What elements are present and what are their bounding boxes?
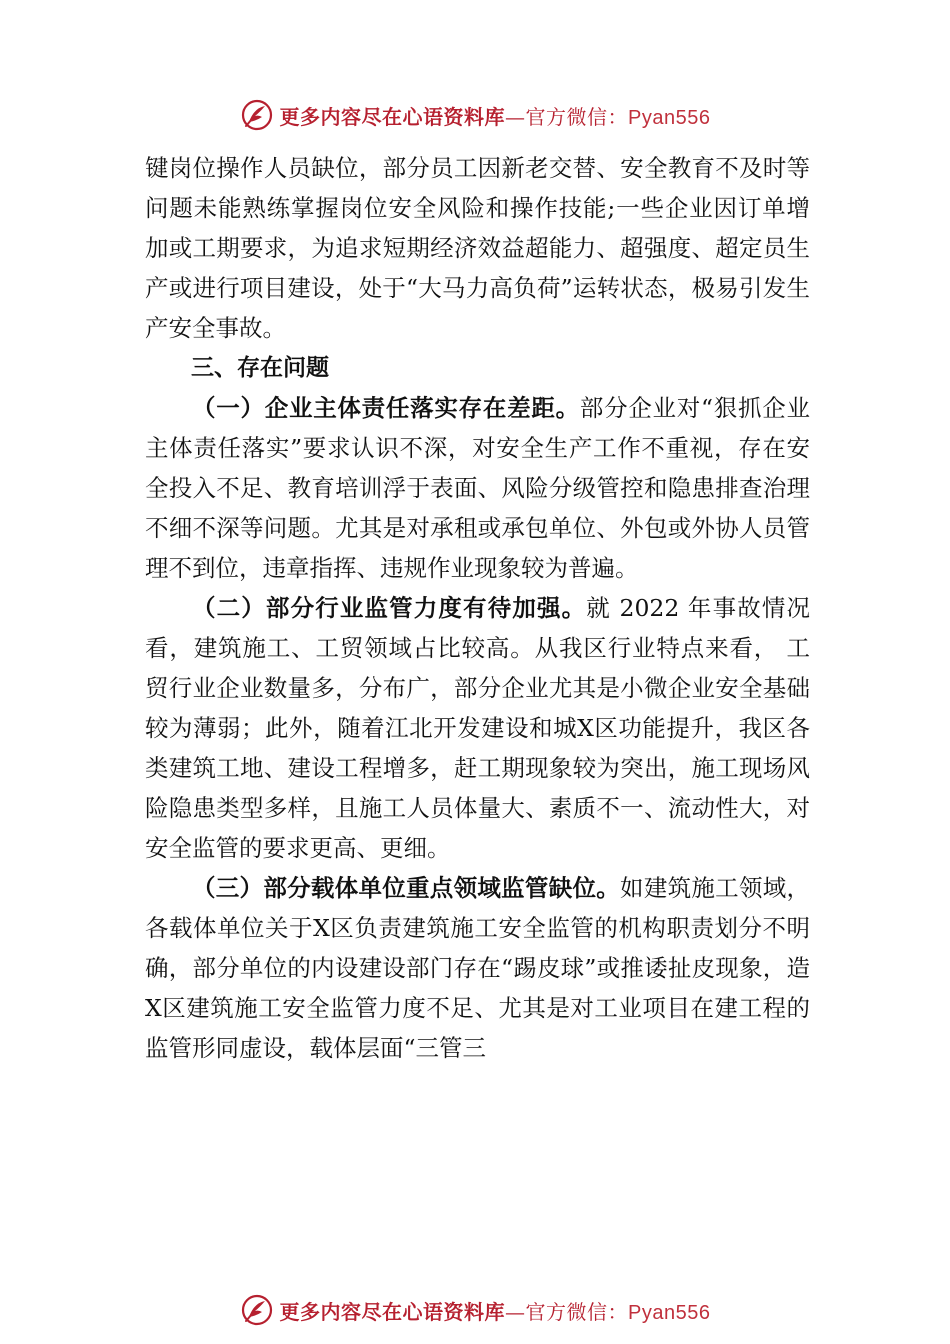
issue-2-lead: （二）部分行业监管力度有待加强。 — [192, 594, 587, 622]
header-banner-dash: — — [505, 104, 526, 129]
footer-banner-wechat-id: Pyan556 — [628, 1301, 711, 1324]
footer-banner-dash: — — [505, 1299, 526, 1324]
issue-3-lead: （三）部分载体单位重点领域监管缺位。 — [192, 874, 621, 902]
footer-banner-text — [280, 1296, 711, 1325]
issue-paragraph-3 — [145, 868, 810, 1068]
issue-1-lead: （一）企业主体责任落实存在差距。 — [192, 394, 580, 422]
issue-paragraph-1 — [145, 388, 810, 588]
header-banner — [0, 95, 950, 135]
header-banner-main: 更多内容尽在心语资料库 — [279, 104, 506, 129]
header-banner-sub: 官方微信： — [525, 104, 629, 129]
issue-3-body: 如建筑施工领域，各载体单位关于X区负责建筑施工安全监管的机构职责划分不明确，部分单位的内设建设部门存在“踢皮球”或推诿扯皮现象，造X区建筑施工安全监管力度不足、尤其是对工业项目在建工程的监管形同虚设，载体层面“三管三 — [145, 874, 811, 1062]
continued-paragraph: 键岗位操作人员缺位，部分员工因新老交替、安全教育不及时等问题未能熟练掌握岗位安全风险和操作技能;一些企业因订单增加或工期要求，为追求短期经济效益超能力、超强度、超定员生产或进行项目建设，处于“大马力高负荷”运转状态，极易引发生产安全事故。 — [145, 154, 810, 342]
footer-banner-main: 更多内容尽在心语资料库 — [279, 1299, 506, 1324]
header-banner-wechat-id: Pyan556 — [628, 106, 711, 129]
document-body — [145, 148, 810, 1068]
section-heading: 三、存在问题 — [191, 355, 329, 381]
brand-logo-icon — [240, 1293, 274, 1327]
brand-logo-icon — [240, 98, 274, 132]
issue-1-body: 部分企业对“狠抓企业主体责任落实”要求认识不深，对安全生产工作不重视，存在安全投入不足、教育培训浮于表面、风险分级管控和隐患排查治理不细不深等问题。尤其是对承租或承包单位、外包或外协人员管理不到位，违章指挥、违规作业现象较为普遍。 — [145, 394, 811, 582]
issue-2-body: 就 2022 年事故情况看，建筑施工、工贸领域占比较高。从我区行业特点来看， 工贸行业企业数量多，分布广，部分企业尤其是小微企业安全基础较为薄弱；此外，随着江北开发建设和城X区功能提升，我区各类建筑工地、建设工程增多，赶工期现象较为突出，施工现场风险隐患类型多样，且施工人员体量大、素质不一、流动性大，对安全监管的要求更高、更细。 — [145, 594, 811, 862]
footer-banner-sub: 官方微信： — [525, 1299, 629, 1324]
footer-banner — [0, 1290, 950, 1330]
header-banner-text — [280, 101, 711, 130]
issue-paragraph-2 — [145, 588, 810, 868]
